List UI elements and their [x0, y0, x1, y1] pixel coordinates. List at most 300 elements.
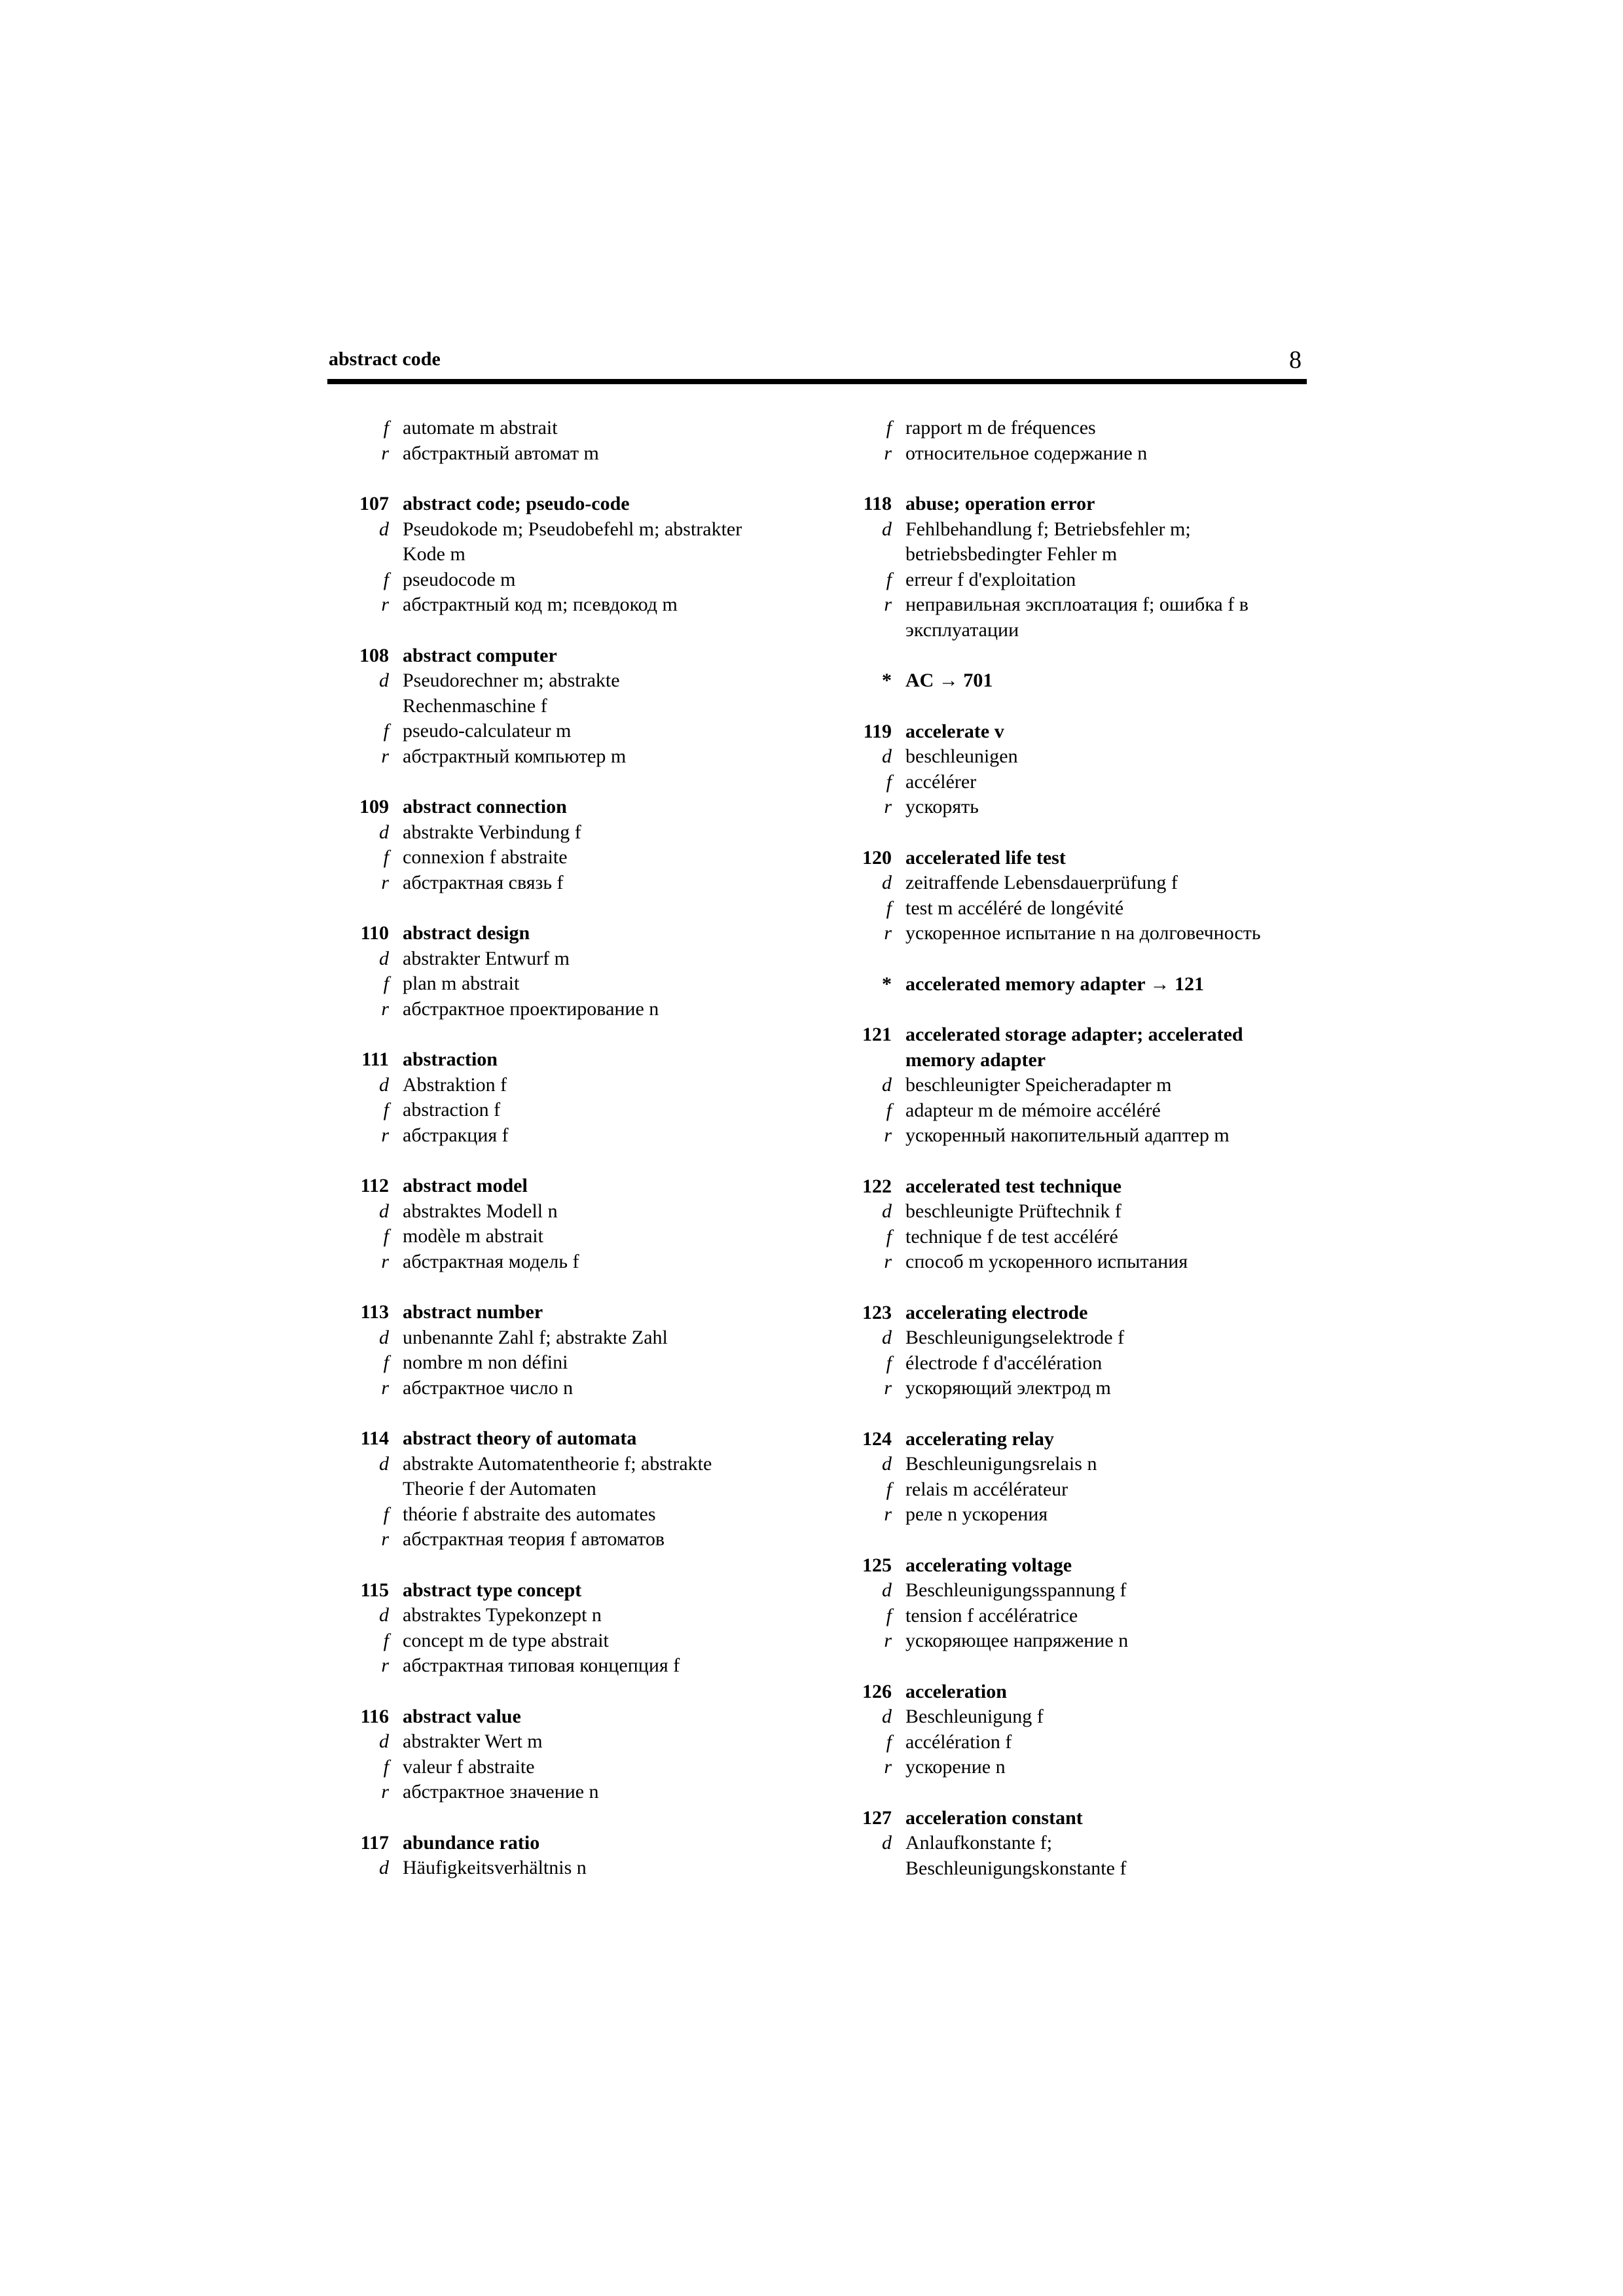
- translation-line: [843, 1831, 1315, 1856]
- language-code: r: [381, 997, 389, 1020]
- entry-term: accelerating relay: [905, 1427, 1054, 1450]
- entry-number: 122: [862, 1175, 892, 1197]
- language-code: f: [383, 1352, 389, 1373]
- translation-line: [340, 1729, 812, 1755]
- entry-number: *: [882, 973, 892, 995]
- language-code: d: [379, 1731, 389, 1752]
- translation-line: [843, 1249, 1315, 1275]
- dictionary-entry: [843, 846, 1315, 946]
- language-code: d: [882, 1453, 892, 1475]
- dictionary-entry: [843, 719, 1315, 820]
- translation-text: абстрактная теория f автоматов: [403, 1528, 665, 1550]
- language-code: f: [383, 1225, 389, 1247]
- language-code: f: [383, 1755, 389, 1778]
- entry-term: abuse; operation error: [905, 493, 1095, 514]
- language-code: f: [383, 1629, 389, 1651]
- translation-text: Beschleunigungsspannung f: [905, 1579, 1127, 1601]
- translation-line: [843, 1578, 1315, 1604]
- entry-number: 120: [862, 846, 892, 869]
- entry-headline: [340, 492, 812, 517]
- translation-text: абстрактный компьютер m: [403, 745, 627, 767]
- entry-headline: [340, 1704, 812, 1730]
- translation-text: accélération f: [905, 1731, 1012, 1753]
- language-code: f: [886, 770, 892, 793]
- entry-headline: [843, 668, 1315, 694]
- translation-text: относительное содержание n: [905, 442, 1148, 464]
- translation-line: [340, 845, 812, 870]
- translation-line: [843, 795, 1315, 820]
- translation-line: [340, 567, 812, 593]
- language-code: f: [886, 1478, 892, 1500]
- translation-text: tension f accélératrice: [905, 1604, 1078, 1626]
- translation-text: ускоряющий электрод m: [905, 1377, 1111, 1399]
- entry-headline: [843, 1427, 1315, 1452]
- language-code: r: [381, 1124, 389, 1146]
- translation-text: beschleunigte Prüftechnik f: [905, 1200, 1122, 1222]
- entry-headline: [340, 1300, 812, 1325]
- entry-term: accelerated test technique: [905, 1175, 1122, 1197]
- language-code: f: [383, 973, 389, 994]
- language-code: d: [379, 947, 389, 969]
- language-code: d: [882, 1579, 892, 1601]
- translation-line: [843, 1351, 1315, 1376]
- language-code: f: [886, 568, 892, 590]
- dictionary-entry: [340, 1704, 812, 1805]
- entry-headline: [340, 1174, 812, 1199]
- entry-term: accelerated life test: [905, 846, 1066, 869]
- language-code: f: [886, 1731, 892, 1753]
- entry-number: 125: [862, 1554, 892, 1576]
- translation-text: ускорение n: [905, 1756, 1006, 1778]
- dictionary-entry: [843, 492, 1315, 643]
- entry-term: abstract model: [403, 1175, 528, 1196]
- translation-text: Beschleunigungsrelais n: [905, 1453, 1097, 1475]
- dictionary-entry: [340, 1300, 812, 1401]
- entry-term: abstraction: [403, 1049, 498, 1070]
- translation-line: [843, 1073, 1315, 1098]
- entry-number: 109: [359, 796, 389, 817]
- translation-text: Anlaufkonstante f;: [905, 1832, 1053, 1854]
- translation-line: [340, 1502, 812, 1528]
- translation-line: [843, 567, 1315, 593]
- dictionary-entry: [843, 1174, 1315, 1275]
- language-code: f: [886, 1352, 892, 1374]
- translation-line: [340, 1856, 812, 1881]
- translation-line: [340, 1073, 812, 1098]
- entry-number: 124: [862, 1427, 892, 1450]
- language-code: f: [886, 1099, 892, 1121]
- translation-line: [340, 997, 812, 1022]
- entry-number: 116: [360, 1705, 389, 1727]
- translation-text: абстрактное число n: [403, 1376, 574, 1399]
- translation-line: [340, 1628, 812, 1654]
- translation-text: abstrakter Entwurf m: [403, 947, 570, 969]
- translation-text: абстрактная типовая концепция f: [403, 1655, 680, 1676]
- language-code: d: [882, 1832, 892, 1854]
- running-head: abstract code: [329, 348, 441, 370]
- entry-number: 111: [361, 1049, 389, 1070]
- translation-line: [340, 441, 812, 467]
- translation-line: [843, 1452, 1315, 1477]
- entry-number: 127: [862, 1806, 892, 1829]
- entry-number: 126: [862, 1680, 892, 1702]
- translation-line: [843, 1730, 1315, 1755]
- dictionary-entry: [340, 1174, 812, 1274]
- translation-text: реле n ускорения: [905, 1503, 1048, 1525]
- translation-text: Fehlbehandlung f; Betriebsfehler m;: [905, 518, 1191, 540]
- translation-text: beschleunigen: [905, 745, 1018, 767]
- translation-text: Kode m: [403, 543, 465, 565]
- translation-text: Beschleunigungselektrode f: [905, 1327, 1125, 1348]
- language-code: d: [379, 670, 389, 691]
- language-code: r: [381, 1250, 389, 1272]
- translation-line: [340, 416, 812, 441]
- dictionary-entry: [843, 1022, 1315, 1149]
- entry-number: 108: [359, 644, 389, 666]
- translation-text: Abstraktion f: [403, 1073, 507, 1096]
- translation-text: Pseudorechner m; abstrakte: [403, 670, 620, 691]
- dictionary-entry: [340, 1831, 812, 1881]
- language-code: r: [884, 1124, 892, 1146]
- language-code: d: [379, 1073, 389, 1096]
- language-code: r: [884, 796, 892, 817]
- translation-line: [843, 1199, 1315, 1225]
- translation-text: неправильная эксплоатация f; ошибка f в: [905, 594, 1249, 615]
- translation-text: betriebsbedingter Fehler m: [905, 543, 1118, 565]
- entry-headline: [340, 795, 812, 820]
- translation-line: [340, 1527, 812, 1552]
- language-code: d: [882, 1327, 892, 1348]
- entry-headline: [340, 1047, 812, 1073]
- translation-line: [843, 618, 1315, 643]
- language-code: f: [383, 1099, 389, 1121]
- entry-term: abstract number: [403, 1301, 543, 1323]
- entry-number: 121: [862, 1024, 892, 1045]
- translation-line: [843, 896, 1315, 922]
- language-code: f: [383, 846, 389, 868]
- translation-line: [340, 694, 812, 719]
- entry-number: 118: [863, 493, 892, 514]
- translation-text: эксплуатации: [905, 619, 1019, 641]
- entry-number: 114: [360, 1427, 389, 1449]
- language-code: r: [381, 871, 389, 893]
- entry-headline: [843, 1679, 1315, 1705]
- entry-number: 117: [360, 1831, 389, 1854]
- entry-headline: [843, 1022, 1315, 1048]
- translation-text: ускорять: [905, 796, 979, 817]
- translation-text: Beschleunigungskonstante f: [905, 1857, 1127, 1879]
- translation-text: abstrakter Wert m: [403, 1731, 543, 1752]
- language-code: r: [381, 442, 389, 464]
- translation-text: concept m de type abstrait: [403, 1629, 609, 1651]
- translation-text: Häufigkeitsverhältnis n: [403, 1857, 587, 1878]
- dictionary-entry: [340, 492, 812, 618]
- entry-headline: [340, 1578, 812, 1604]
- translation-text: абстрактное проектирование n: [403, 997, 659, 1020]
- translation-line: [843, 1376, 1315, 1401]
- entry-term: abstract type concept: [403, 1579, 582, 1601]
- translation-line: [340, 820, 812, 846]
- translation-text: Theorie f der Automaten: [403, 1478, 596, 1499]
- translation-line: [340, 1325, 812, 1351]
- language-code: r: [884, 1503, 892, 1525]
- translation-line: [340, 1653, 812, 1679]
- language-code: d: [379, 1857, 389, 1878]
- translation-line: [843, 1123, 1315, 1149]
- language-code: r: [884, 922, 892, 944]
- translation-line: [843, 1098, 1315, 1124]
- entry-term: accelerate v: [905, 720, 1004, 742]
- translation-text: абстракция f: [403, 1124, 509, 1146]
- translation-line: [340, 719, 812, 744]
- translation-text: ускоренное испытание n на долговечность: [905, 922, 1261, 944]
- language-code: r: [381, 594, 389, 615]
- entry-number: 113: [360, 1301, 389, 1323]
- translation-line: [843, 1755, 1315, 1780]
- language-code: r: [884, 594, 892, 615]
- dictionary-entry: [843, 1427, 1315, 1528]
- entry-headline: [843, 492, 1315, 517]
- dictionary-entry: [340, 1047, 812, 1148]
- language-code: f: [886, 1225, 892, 1247]
- translation-line: [843, 744, 1315, 770]
- language-code: d: [882, 872, 892, 893]
- entry-term: abstract theory of automata: [403, 1427, 637, 1449]
- language-code: d: [379, 1452, 389, 1475]
- language-code: d: [379, 1200, 389, 1222]
- entry-number: *: [882, 670, 892, 691]
- entry-headline: [843, 1300, 1315, 1326]
- dictionary-entry: [843, 1553, 1315, 1654]
- language-code: f: [383, 720, 389, 742]
- dictionary-entry: [843, 1806, 1315, 1882]
- language-code: f: [383, 417, 389, 439]
- entry-headline: [340, 1831, 812, 1856]
- language-code: r: [381, 1655, 389, 1676]
- translation-text: abstrakte Verbindung f: [403, 821, 581, 843]
- entry-headline: [843, 846, 1315, 871]
- language-code: f: [383, 1503, 389, 1525]
- entry-term: accelerating electrode: [905, 1301, 1088, 1323]
- language-code: r: [381, 1528, 389, 1550]
- translation-text: zeitraffende Lebensdauerprüfung f: [905, 872, 1178, 893]
- translation-line: [843, 1704, 1315, 1730]
- left-column: [340, 416, 812, 1881]
- entry-headline: [843, 1174, 1315, 1200]
- translation-line: [340, 744, 812, 770]
- entry-headline: [843, 1806, 1315, 1831]
- entry-term: abstract computer: [403, 644, 557, 666]
- translation-line: [843, 592, 1315, 618]
- translation-line: [340, 1780, 812, 1805]
- dictionary-entry: [340, 643, 812, 770]
- translation-text: Pseudokode m; Pseudobefehl m; abstrakter: [403, 518, 742, 540]
- language-code: d: [882, 1706, 892, 1727]
- translation-line: [340, 1755, 812, 1780]
- dictionary-entry: [340, 795, 812, 895]
- translation-text: erreur f d'exploitation: [905, 568, 1076, 590]
- language-code: d: [379, 1326, 389, 1348]
- entry-continuation: [340, 416, 812, 466]
- translation-text: pseudo-calculateur m: [403, 720, 572, 742]
- translation-text: relais m accélérateur: [905, 1478, 1068, 1500]
- translation-text: automate m abstrait: [403, 417, 558, 439]
- translation-text: способ m ускоренного испытания: [905, 1251, 1188, 1272]
- entry-term: accelerated memory adapter → 121: [905, 973, 1204, 995]
- language-code: r: [884, 1756, 892, 1778]
- translation-text: Beschleunigung f: [905, 1706, 1044, 1727]
- dictionary-entry: [843, 668, 1315, 694]
- translation-line: [843, 517, 1315, 543]
- entry-term: abstract design: [403, 922, 530, 944]
- translation-line: [340, 542, 812, 567]
- language-code: r: [884, 1377, 892, 1399]
- entry-headline: [340, 1426, 812, 1452]
- translation-line: [340, 1098, 812, 1123]
- entry-number: 107: [359, 493, 389, 514]
- translation-line: [843, 1856, 1315, 1882]
- language-code: d: [882, 745, 892, 767]
- entry-headline-continued: [843, 1048, 1315, 1073]
- entry-term: abstract connection: [403, 796, 567, 817]
- dictionary-entry: [843, 972, 1315, 997]
- translation-text: rapport m de fréquences: [905, 417, 1096, 439]
- language-code: d: [379, 1604, 389, 1626]
- translation-line: [843, 921, 1315, 946]
- translation-text: plan m abstrait: [403, 973, 520, 994]
- language-code: f: [383, 568, 389, 590]
- entry-headline: [340, 643, 812, 669]
- entry-term: abstract code; pseudo-code: [403, 493, 630, 514]
- translation-text: abstraktes Modell n: [403, 1200, 558, 1222]
- language-code: f: [886, 417, 892, 439]
- translation-line: [843, 542, 1315, 567]
- page-number: 8: [1289, 346, 1302, 374]
- translation-line: [843, 1325, 1315, 1351]
- entry-headline: [843, 1553, 1315, 1579]
- language-code: r: [381, 1376, 389, 1399]
- translation-line: [340, 592, 812, 618]
- language-code: d: [882, 518, 892, 540]
- entry-headline: [843, 719, 1315, 745]
- translation-text: modèle m abstrait: [403, 1225, 543, 1247]
- entry-term-continued: memory adapter: [905, 1049, 1046, 1071]
- entry-number: 110: [360, 922, 389, 944]
- entry-term: acceleration: [905, 1680, 1007, 1702]
- translation-line: [340, 1123, 812, 1149]
- page-header: [327, 348, 1307, 382]
- translation-line: [843, 1604, 1315, 1629]
- translation-text: accélérer: [905, 770, 977, 793]
- language-code: d: [379, 821, 389, 843]
- translation-line: [340, 668, 812, 694]
- entry-term: accelerating voltage: [905, 1554, 1072, 1576]
- translation-line: [340, 1477, 812, 1502]
- translation-line: [843, 1225, 1315, 1250]
- entry-headline: [843, 972, 1315, 997]
- translation-line: [843, 870, 1315, 896]
- language-code: r: [884, 442, 892, 464]
- translation-text: valeur f abstraite: [403, 1755, 535, 1778]
- translation-line: [843, 1477, 1315, 1503]
- translation-text: électrode f d'accélération: [905, 1352, 1103, 1374]
- translation-line: [340, 1376, 812, 1401]
- translation-line: [340, 870, 812, 896]
- translation-line: [340, 1249, 812, 1275]
- dictionary-entry: [843, 1679, 1315, 1780]
- translation-line: [843, 416, 1315, 441]
- language-code: f: [886, 897, 892, 919]
- translation-text: Rechenmaschine f: [403, 694, 547, 717]
- right-column: [843, 416, 1315, 1881]
- translation-text: test m accéléré de longévité: [905, 897, 1124, 919]
- entry-term: acceleration constant: [905, 1806, 1083, 1829]
- translation-line: [843, 441, 1315, 467]
- translation-text: nombre m non défini: [403, 1352, 568, 1373]
- entry-number: 123: [862, 1301, 892, 1323]
- language-code: r: [381, 1781, 389, 1803]
- language-code: r: [884, 1630, 892, 1651]
- translation-line: [843, 1502, 1315, 1528]
- translation-text: абстрактный автомат m: [403, 442, 599, 464]
- translation-line: [843, 1628, 1315, 1654]
- language-code: d: [882, 1074, 892, 1096]
- language-code: d: [882, 1200, 892, 1222]
- translation-text: adapteur m de mémoire accéléré: [905, 1099, 1161, 1121]
- translation-text: абстрактная связь f: [403, 871, 564, 893]
- entry-term: accelerated storage adapter; accelerated: [905, 1024, 1243, 1045]
- translation-line: [340, 1224, 812, 1249]
- translation-text: unbenannte Zahl f; abstrakte Zahl: [403, 1326, 668, 1348]
- entry-number: 119: [863, 720, 892, 742]
- entry-number: 112: [360, 1175, 389, 1196]
- translation-line: [340, 1350, 812, 1376]
- dictionary-entry: [843, 1300, 1315, 1401]
- entry-continuation: [843, 416, 1315, 466]
- translation-line: [340, 971, 812, 997]
- translation-text: théorie f abstraite des automates: [403, 1503, 656, 1525]
- entry-term: AC → 701: [905, 670, 993, 691]
- translation-text: connexion f abstraite: [403, 846, 568, 868]
- entry-term: abundance ratio: [403, 1831, 540, 1854]
- translation-text: абстрактное значение n: [403, 1781, 599, 1803]
- translation-text: ускоренный накопительный адаптер m: [905, 1124, 1230, 1146]
- dictionary-entry: [340, 1426, 812, 1552]
- translation-text: abstraktes Typekonzept n: [403, 1604, 602, 1626]
- translation-line: [340, 517, 812, 543]
- translation-line: [340, 946, 812, 972]
- translation-text: ускоряющее напряжение n: [905, 1630, 1129, 1651]
- language-code: f: [886, 1604, 892, 1626]
- translation-text: pseudocode m: [403, 568, 516, 590]
- translation-text: абстрактная модель f: [403, 1250, 579, 1272]
- translation-text: beschleunigter Speicheradapter m: [905, 1074, 1172, 1096]
- dictionary-entry: [340, 921, 812, 1022]
- translation-text: abstraction f: [403, 1099, 501, 1121]
- header-rule: [327, 379, 1307, 384]
- dictionary-entry: [340, 1578, 812, 1679]
- entry-number: 115: [360, 1579, 389, 1601]
- translation-text: abstrakte Automatentheorie f; abstrakte: [403, 1452, 712, 1475]
- translation-text: technique f de test accéléré: [905, 1225, 1118, 1247]
- entry-headline: [340, 921, 812, 946]
- translation-text: абстрактный код m; псевдокод m: [403, 594, 678, 615]
- language-code: d: [379, 518, 389, 540]
- translation-line: [340, 1199, 812, 1225]
- entry-term: abstract value: [403, 1705, 521, 1727]
- translation-line: [340, 1603, 812, 1628]
- translation-line: [843, 770, 1315, 795]
